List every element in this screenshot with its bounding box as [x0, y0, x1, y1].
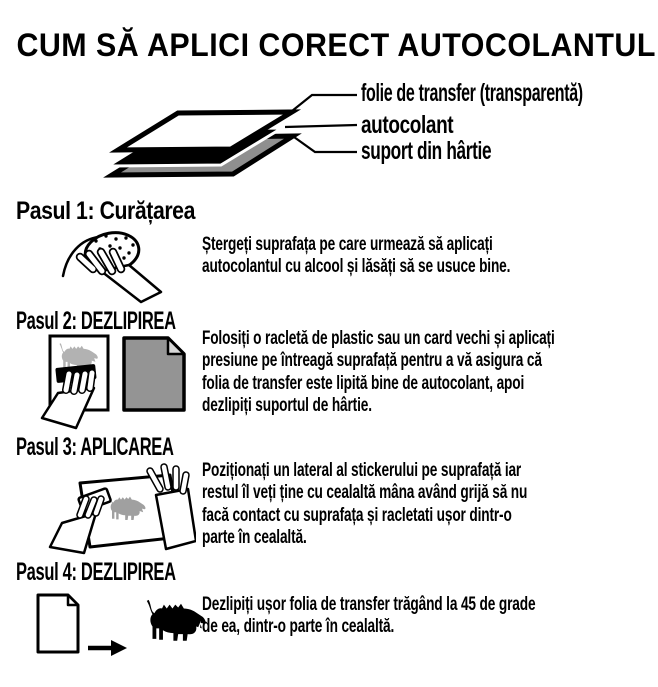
text-line: parte în cealaltă. — [202, 527, 307, 549]
right-arrow-icon — [88, 640, 127, 656]
text-line: Folosiți o racletă de plastic sau un card vechi și aplicați — [202, 328, 555, 349]
peel-sheet-arrow-sticker-icon — [35, 590, 215, 658]
step-2-heading: Pasul 2: DEZLIPIREA — [16, 307, 176, 335]
sticker-layers-diagram — [90, 85, 360, 190]
layer-label-transfer-film: folie de transfer (transparentă) — [361, 79, 583, 107]
step-4-text — [202, 594, 535, 639]
hands-applying-sticker-icon — [28, 453, 196, 557]
layer-label-paper-backing: suport din hârtie — [361, 137, 492, 165]
step-3-text — [202, 460, 527, 550]
hand-sponge-icon — [55, 224, 185, 304]
leader-line-paper-backing — [294, 137, 357, 152]
text-line: Ștergeți suprafața pe care urmează să aplicați — [202, 234, 493, 255]
text-line: facă contact cu suprafața și racletati ușor dintr-o — [202, 504, 512, 526]
text-line: folia de transfer este lipită bine de autocolant, apoi — [202, 372, 525, 394]
text-line: dezlipiți suportul de hârtie. — [202, 395, 372, 417]
step-1-heading: Pasul 1: Curățarea — [16, 197, 195, 225]
boar-sticker — [147, 600, 206, 641]
step-2-text — [202, 328, 555, 418]
squeegee-sheet-and-backing-icon — [32, 330, 194, 432]
step-1-text — [202, 234, 510, 279]
text-line: autocolantul cu alcool și lăsăți să se usuce bine. — [202, 256, 511, 278]
text-line: presiune pe întreagă suprafață pentru a vă asigura că — [202, 350, 542, 372]
folded-corner — [168, 338, 184, 354]
text-line: Poziționați un lateral al stickerului pe suprafață iar — [202, 460, 522, 481]
page-title: CUM SĂ APLICI CORECT AUTOCOLANTUL — [16, 27, 656, 63]
text-line: restul îl veți ține cu cealaltă mâna având grijă să nu — [202, 482, 528, 504]
folded-corner — [68, 595, 78, 605]
text-line: de ea, dintr-o parte în cealaltă. — [202, 616, 395, 638]
layer-label-sticker: autocolant — [361, 111, 454, 139]
text-line: Dezlipiți ușor folia de transfer trăgând la 45 de grade — [202, 594, 536, 615]
step-3-heading: Pasul 3: APLICAREA — [16, 433, 174, 461]
leader-line-sticker — [285, 125, 357, 127]
leader-line-transfer-film — [292, 95, 357, 111]
step-4-heading: Pasul 4: DEZLIPIREA — [16, 558, 176, 586]
